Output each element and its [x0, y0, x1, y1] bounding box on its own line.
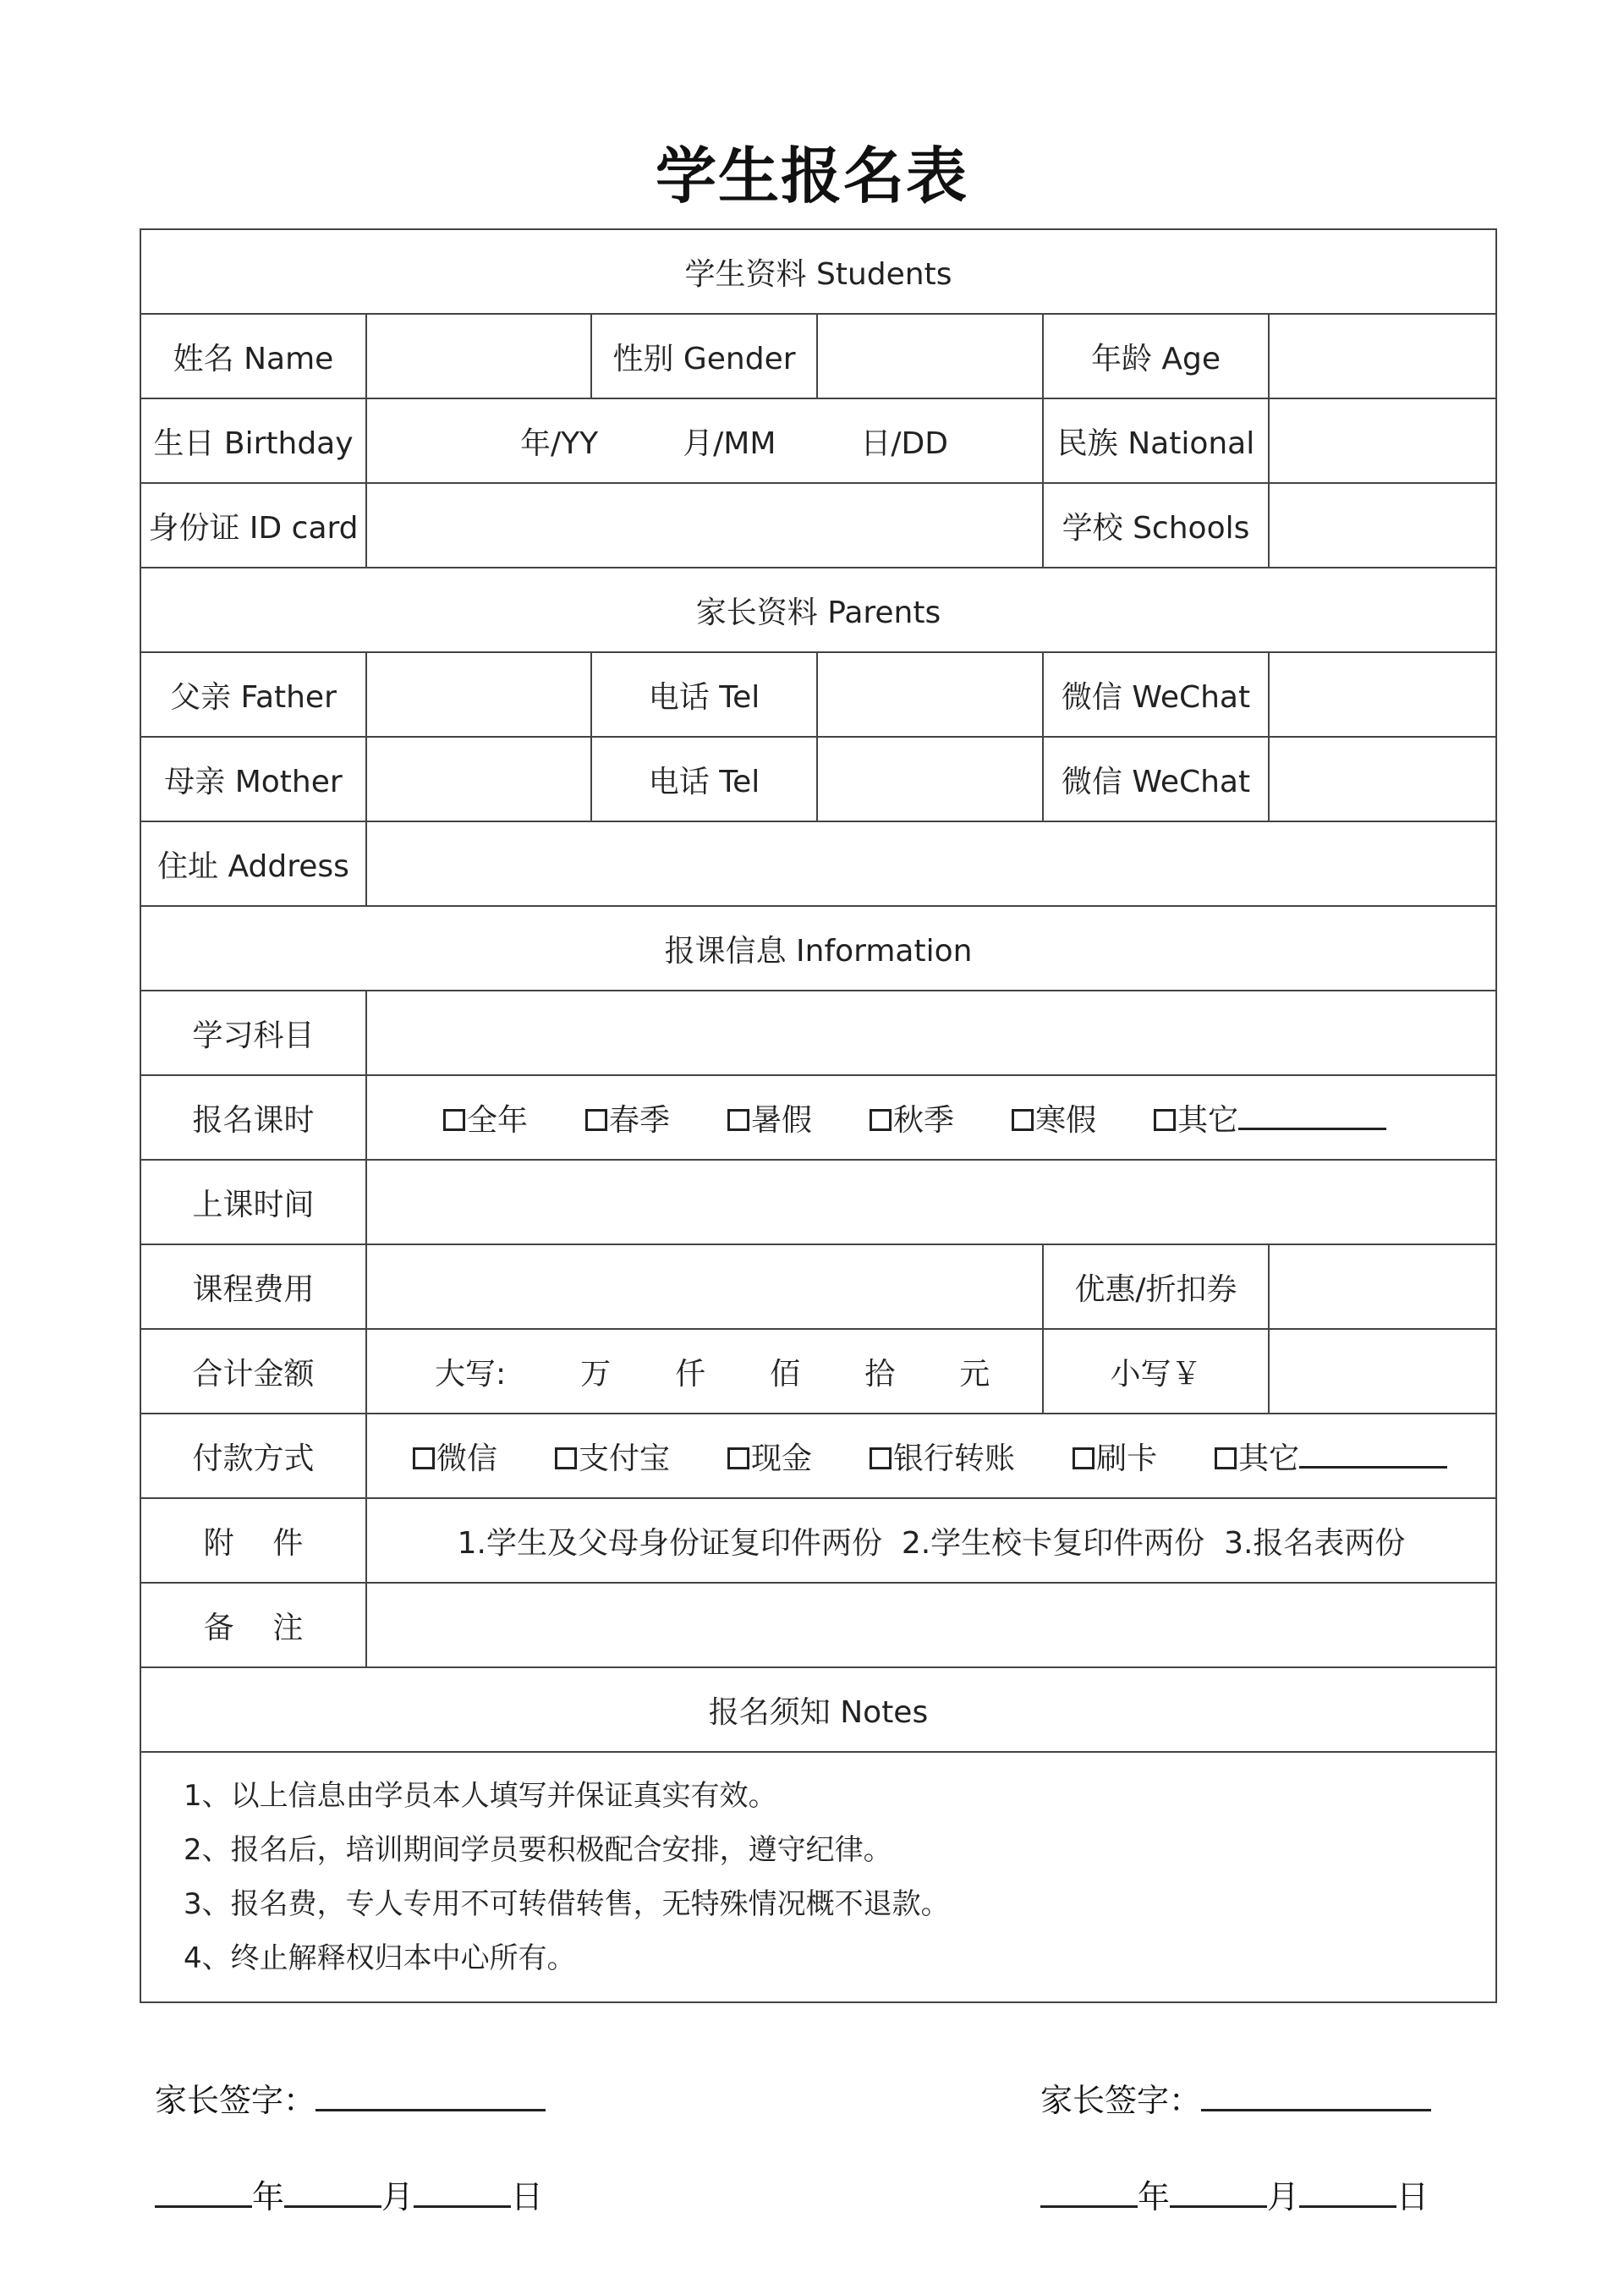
payment-option[interactable]: 现金	[727, 1435, 812, 1478]
period-option[interactable]: 全年	[443, 1096, 528, 1139]
label-discount: 优惠/折扣券	[1043, 1244, 1269, 1329]
input-mother-tel[interactable]	[817, 737, 1043, 821]
input-time[interactable]	[366, 1160, 1496, 1244]
payment-option[interactable]: 支付宝	[555, 1435, 670, 1478]
section-parents: 家长资料 Parents	[140, 568, 1496, 652]
input-age[interactable]	[1269, 314, 1496, 398]
input-schools[interactable]	[1269, 483, 1496, 568]
year-line[interactable]	[155, 2175, 252, 2208]
input-name[interactable]	[366, 314, 591, 398]
label-schools: 学校 Schools	[1043, 483, 1269, 568]
label-attach: 附 件	[140, 1498, 366, 1583]
period-options	[366, 1075, 1496, 1160]
input-mother-wechat[interactable]	[1269, 737, 1496, 821]
label-name: 姓名 Name	[140, 314, 366, 398]
month-line[interactable]	[284, 2175, 381, 2208]
date-right: 年 月 日	[1040, 2171, 1429, 2217]
label-period: 报名课时	[140, 1075, 366, 1160]
label-subject: 学习科目	[140, 991, 366, 1075]
payment-option[interactable]: 微信	[413, 1435, 497, 1478]
month-line[interactable]	[1170, 2175, 1267, 2208]
year-line[interactable]	[1040, 2175, 1138, 2208]
day-line[interactable]	[414, 2175, 511, 2208]
date-left: 年 月 日	[155, 2171, 543, 2217]
input-discount[interactable]	[1269, 1244, 1496, 1329]
input-mother[interactable]	[366, 737, 591, 821]
label-father: 父亲 Father	[140, 652, 366, 737]
label-mother-wechat: 微信 WeChat	[1043, 737, 1269, 821]
other-blank[interactable]	[1238, 1102, 1386, 1130]
label-age: 年龄 Age	[1043, 314, 1269, 398]
signature-left: 家长签字：	[155, 2074, 546, 2121]
note-item: 1、以上信息由学员本人填写并保证真实有效。	[184, 1779, 777, 1813]
note-item: 2、报名后，培训期间学员要积极配合安排，遵守纪律。	[184, 1833, 892, 1867]
checkbox-icon[interactable]	[413, 1447, 435, 1469]
day-line[interactable]	[1299, 2175, 1396, 2208]
label-time: 上课时间	[140, 1160, 366, 1244]
label-gender: 性别 Gender	[591, 314, 817, 398]
checkbox-icon[interactable]	[1215, 1447, 1237, 1469]
page-title: 学生报名表	[655, 140, 968, 211]
input-xiaoxie[interactable]	[1269, 1329, 1496, 1414]
input-fee[interactable]	[366, 1244, 1043, 1329]
birthday-year: 年/YY	[520, 426, 599, 461]
birthday-day: 日/DD	[860, 426, 948, 461]
label-mother-tel: 电话 Tel	[591, 737, 817, 821]
input-total-daxie[interactable]: 大写: 万 仟 佰 拾 元	[366, 1329, 1043, 1414]
label-national: 民族 National	[1043, 398, 1269, 483]
payment-option[interactable]: 刷卡	[1073, 1435, 1157, 1478]
checkbox-icon[interactable]	[585, 1109, 607, 1131]
label-idcard: 身份证 ID card	[140, 483, 366, 568]
signature-line[interactable]	[1201, 2078, 1431, 2111]
payment-options	[366, 1414, 1496, 1498]
notes-list	[140, 1752, 1496, 2002]
checkbox-icon[interactable]	[1012, 1109, 1034, 1131]
birthday-month: 月/MM	[683, 426, 776, 461]
input-national[interactable]	[1269, 398, 1496, 483]
label-mother: 母亲 Mother	[140, 737, 366, 821]
checkbox-icon[interactable]	[870, 1447, 892, 1469]
checkbox-icon[interactable]	[1073, 1447, 1095, 1469]
label-xiaoxie: 小写￥	[1043, 1329, 1269, 1414]
period-option[interactable]: 寒假	[1012, 1096, 1096, 1139]
period-option[interactable]: 秋季	[870, 1096, 954, 1139]
period-option[interactable]: 暑假	[727, 1096, 812, 1139]
label-remarks: 备 注	[140, 1583, 366, 1667]
input-remarks[interactable]	[366, 1583, 1496, 1667]
attach-text: 1.学生及父母身份证复印件两份 2.学生校卡复印件两份 3.报名表两份	[366, 1498, 1496, 1583]
label-fee: 课程费用	[140, 1244, 366, 1329]
section-information: 报课信息 Information	[140, 906, 1496, 991]
checkbox-icon[interactable]	[1154, 1109, 1176, 1131]
label-birthday: 生日 Birthday	[140, 398, 366, 483]
section-notes: 报名须知 Notes	[140, 1667, 1496, 1752]
checkbox-icon[interactable]	[727, 1109, 749, 1131]
input-idcard[interactable]	[366, 483, 1043, 568]
input-father-wechat[interactable]	[1269, 652, 1496, 737]
checkbox-icon[interactable]	[443, 1109, 465, 1131]
note-item: 4、终止解释权归本中心所有。	[184, 1941, 576, 1975]
period-option[interactable]: 春季	[585, 1096, 670, 1139]
label-father-wechat: 微信 WeChat	[1043, 652, 1269, 737]
label-address: 住址 Address	[140, 821, 366, 906]
section-students: 学生资料 Students	[140, 229, 1496, 314]
label-total: 合计金额	[140, 1329, 366, 1414]
input-birthday[interactable]	[366, 398, 1043, 483]
checkbox-icon[interactable]	[555, 1447, 577, 1469]
input-subject[interactable]	[366, 991, 1496, 1075]
period-option[interactable]: 其它	[1154, 1096, 1386, 1139]
checkbox-icon[interactable]	[727, 1447, 749, 1469]
label-payment: 付款方式	[140, 1414, 366, 1498]
input-father-tel[interactable]	[817, 652, 1043, 737]
payment-option[interactable]: 其它	[1215, 1435, 1447, 1478]
signature-line[interactable]	[315, 2078, 546, 2111]
note-item: 3、报名费，专人专用不可转借转售，无特殊情况概不退款。	[184, 1887, 950, 1921]
label-father-tel: 电话 Tel	[591, 652, 817, 737]
signature-right: 家长签字：	[1040, 2074, 1431, 2121]
payment-option[interactable]: 银行转账	[870, 1435, 1015, 1478]
input-address[interactable]	[366, 821, 1496, 906]
input-father[interactable]	[366, 652, 591, 737]
checkbox-icon[interactable]	[870, 1109, 892, 1131]
input-gender[interactable]	[817, 314, 1043, 398]
other-blank[interactable]	[1299, 1441, 1447, 1469]
registration-form	[140, 228, 1497, 2003]
